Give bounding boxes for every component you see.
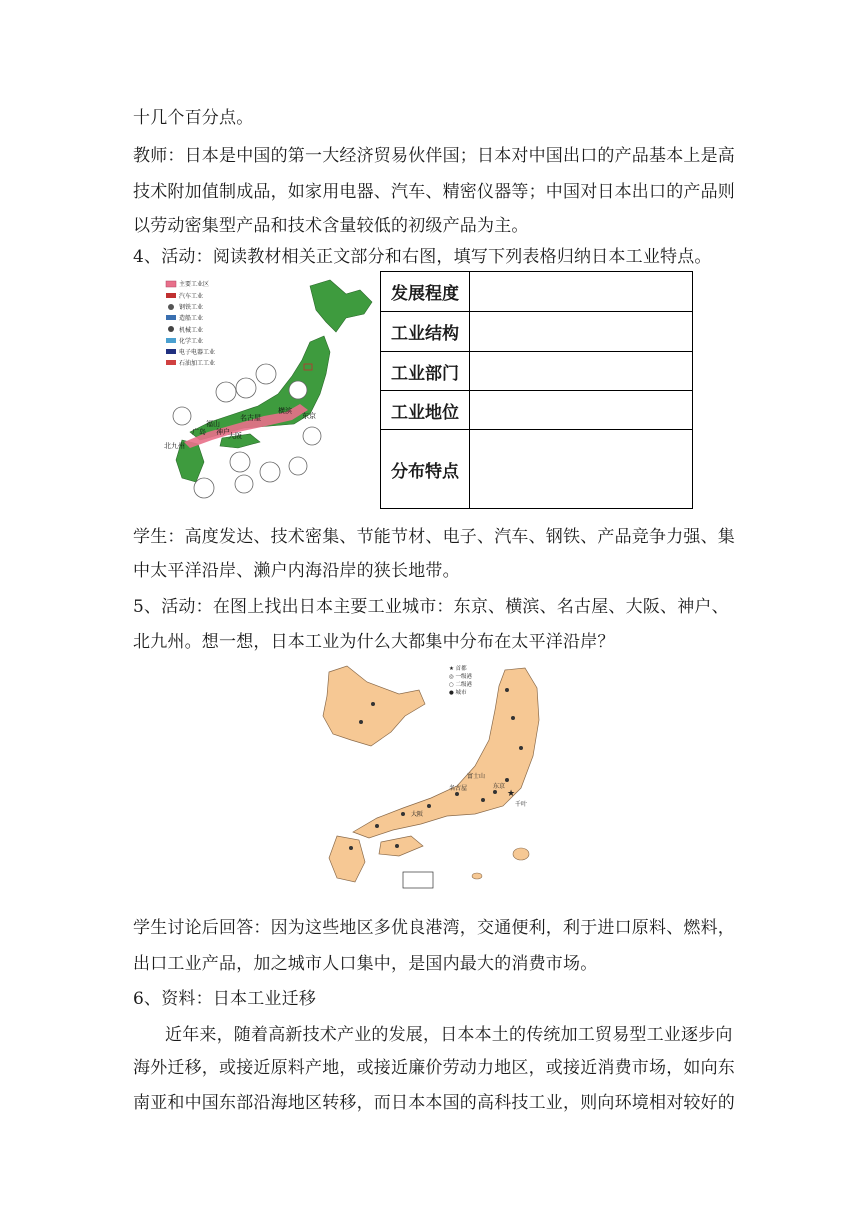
city-label: 东京 xyxy=(302,412,316,420)
legend-label: 机械工业 xyxy=(179,327,204,334)
text-line: 以劳动密集型产品和技术含量较低的初级产品为主。 xyxy=(133,216,529,236)
table-row xyxy=(381,352,692,391)
city-label: 广岛 xyxy=(192,428,206,436)
city-label: 名古屋 xyxy=(449,785,468,792)
japan-industrial-cities-map xyxy=(307,660,558,893)
city-map-legend xyxy=(449,664,473,696)
legend-label: ◎ 一级港 xyxy=(449,674,473,680)
city-label: 东京 xyxy=(493,783,506,790)
table-row xyxy=(381,312,692,352)
text-line: 教师：日本是中国的第一大经济贸易伙伴国；日本对中国出口的产品基本上是高 xyxy=(133,146,735,166)
activity-4-heading: 4、活动：阅读教材相关正文部分和右图，填写下列表格归纳日本工业特点。 xyxy=(133,247,712,267)
kyushu-shape xyxy=(329,836,365,882)
text-line: 中太平洋沿岸、濑户内海沿岸的狭长地带。 xyxy=(133,561,460,581)
text-line: 十几个百分点。 xyxy=(133,108,254,128)
hokkaido-shape xyxy=(323,666,425,746)
text-line: 学生：高度发达、技术密集、节能节材、电子、汽车、钢铁、产品竞争力强、集 xyxy=(133,527,735,547)
svg-text:★: ★ xyxy=(507,789,516,799)
legend-label: 汽车工业 xyxy=(179,293,204,300)
activity-5-heading: 5、活动：在图上找出日本主要工业城市：东京、横滨、名古屋、大阪、神户、 xyxy=(133,597,729,617)
text-line: 南亚和中国东部沿海地区转移，而日本本国的高科技工业，则向环境相对较好的 xyxy=(133,1093,735,1113)
city-label: 千叶 xyxy=(515,801,528,808)
city-label: 横滨 xyxy=(278,407,292,415)
text-line: 近年来，随着高新技术产业的发展，日本本土的传统加工贸易型工业逐步向 xyxy=(165,1025,733,1045)
answer-cell[interactable] xyxy=(469,312,692,351)
answer-cell[interactable] xyxy=(469,272,692,311)
legend-label: 化学工业 xyxy=(179,338,204,345)
legend-label: 造船工业 xyxy=(179,315,204,322)
city-label: 北九州 xyxy=(164,442,185,450)
row-header: 工业部门 xyxy=(381,352,470,390)
table-row xyxy=(381,272,692,312)
row-header: 工业地位 xyxy=(381,391,470,429)
material-6-heading: 6、资料：日本工业迁移 xyxy=(133,989,317,1009)
city-label: 大阪 xyxy=(411,811,424,818)
city-label: 大阪 xyxy=(228,432,242,440)
legend-label: ★ 首都 xyxy=(449,666,467,672)
row-header: 分布特点 xyxy=(381,430,470,508)
japan-industry-map xyxy=(160,276,378,508)
text-line: 海外迁移，或接近原料产地，或接近廉价劳动力地区，或接近消费市场，如向东 xyxy=(133,1058,735,1078)
legend-label: ● 城市 xyxy=(449,690,467,696)
text-line: 北九州。想一想，日本工业为什么大都集中分布在太平洋沿岸？ xyxy=(133,632,615,652)
legend-label: 钢铁工业 xyxy=(179,304,204,311)
table-row xyxy=(381,391,692,430)
industry-map-legend xyxy=(166,280,215,367)
answer-cell[interactable] xyxy=(469,430,692,508)
city-label: 名古屋 xyxy=(240,414,261,422)
legend-label: 主要工业区 xyxy=(179,281,210,288)
industry-features-table xyxy=(380,271,693,509)
shikoku-shape xyxy=(379,836,423,856)
text-line: 技术附加值制成品，如家用电器、汽车、精密仪器等；中国对日本出口的产品则 xyxy=(133,182,735,202)
city-label: 富士山 xyxy=(467,773,486,780)
legend-label: 电子电器工业 xyxy=(179,349,216,356)
answer-cell[interactable] xyxy=(469,352,692,390)
text-line: 出口工业产品，加之城市人口集中，是国内最大的消费市场。 xyxy=(133,954,598,974)
row-header: 工业结构 xyxy=(381,312,470,351)
city-label: 神户 xyxy=(216,428,230,436)
text-line: 学生讨论后回答：因为这些地区多优良港湾，交通便利，利于进口原料、燃料， xyxy=(133,918,735,938)
legend-label: ○ 二级港 xyxy=(449,682,473,688)
table-row xyxy=(381,430,692,508)
answer-cell[interactable] xyxy=(469,391,692,429)
hokkaido-shape xyxy=(310,280,372,332)
city-label: 福山 xyxy=(206,420,220,428)
legend-label: 石油加工工业 xyxy=(179,360,216,367)
row-header: 发展程度 xyxy=(381,272,470,311)
